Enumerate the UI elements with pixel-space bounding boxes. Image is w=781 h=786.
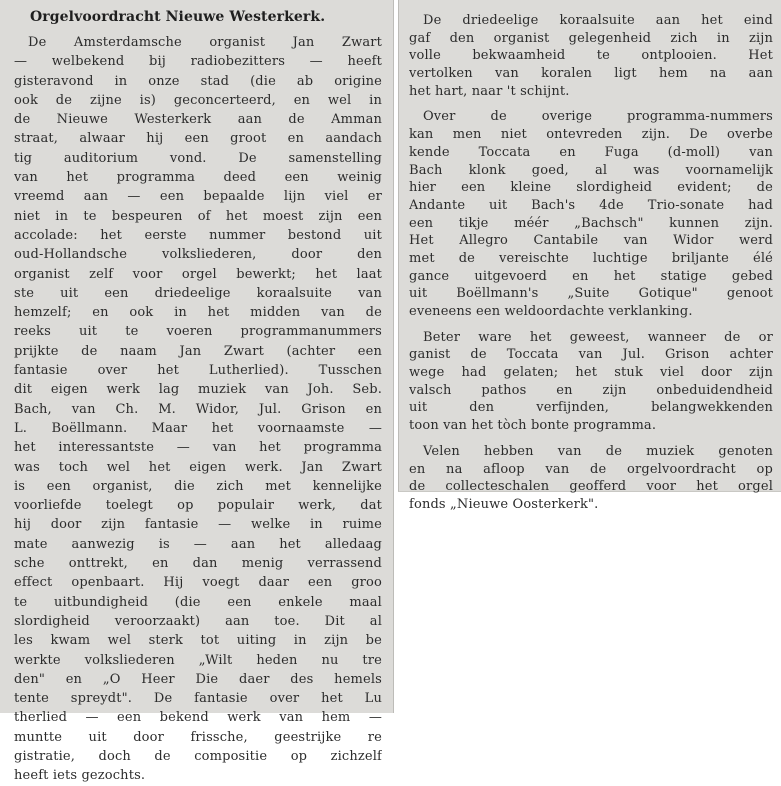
newspaper-clipping-right: [398, 0, 781, 512]
text-line: heeft iets gezochts.: [14, 768, 146, 784]
text-line: een tikje méér „Bachsch" kunnen zijn.: [409, 215, 773, 231]
text-line: uit den verfijnden, belangwekkenden: [409, 400, 773, 416]
text-line: gance uitgevoerd en het statige gebed: [409, 268, 773, 284]
text-line: uit Boëllmann's „Suite Gotique" genoot: [409, 286, 773, 302]
text-line: mate aanwezig is — aan het alledaag: [14, 536, 382, 552]
text-line: was toch wel het eigen werk. Jan Zwart: [14, 459, 382, 475]
text-line: Bach, van Ch. M. Widor, Jul. Grison en: [14, 401, 382, 417]
text-line: effect openbaart. Hij voegt daar een groo: [14, 575, 382, 591]
text-line: organist zelf voor orgel bewerkt; het laat: [14, 266, 382, 282]
text-line: gaf den organist gelegenheid zich in zijn: [409, 30, 773, 46]
text-line: reeks uit te voeren programmanummers: [14, 324, 382, 340]
text-line: L. Boëllmann. Maar het voornaamste —: [14, 420, 382, 436]
text-line: Andante uit Bach's 4de Trio-sonate had: [409, 197, 773, 213]
text-line: oud-Hollandsche volksliederen, door den: [14, 247, 382, 263]
text-line: te uitbundigheid (die een enkele maal: [14, 594, 382, 610]
paragraph-gap: [409, 435, 773, 443]
text-line: De driedeelige koraalsuite aan het eind: [423, 13, 773, 28]
text-line: vreemd aan — een bepaalde lijn viel er: [14, 189, 382, 205]
text-line: wege had gelaten; het stuk viel door zijn: [409, 365, 773, 381]
text-line: ook de zijne is) geconcerteerd, en wel in: [14, 92, 382, 108]
text-line: Het Allegro Cantabile van Widor werd: [409, 233, 773, 249]
text-line: sche onttrekt, en dan menig verrassend: [14, 556, 382, 572]
text-line: ste uit een driedeelige koraalsuite van: [14, 285, 382, 301]
paragraph-gap: [409, 100, 773, 108]
text-line: prijkte de naam Jan Zwart (achter een: [14, 343, 382, 359]
text-line: gistratie, doch de compositie op zichzelf: [14, 748, 382, 764]
text-line: niet in te bespeuren of het moest zijn een: [14, 208, 382, 224]
text-line: Velen hebben van de muziek genoten: [423, 443, 773, 459]
text-line: van het programma deed een weinig: [14, 170, 382, 186]
text-line: kan men niet ontevreden zijn. De overbe: [409, 127, 773, 143]
text-line: voorliefde toelegt op populair werk, dat: [14, 498, 382, 514]
text-line: straat, alwaar hij een groot en aandach: [14, 131, 382, 147]
article-headline: Orgelvoordracht Nieuwe Westerkerk.: [30, 9, 326, 25]
right-column-text: [409, 12, 773, 514]
text-line: het hart, naar 't schijnt.: [409, 83, 570, 99]
text-line: met de vereischte luchtige briljante élé: [409, 250, 773, 266]
text-line: slordigheid veroorzaakt) aan toe. Dit al: [14, 613, 382, 629]
text-line: de Nieuwe Westerkerk aan de Amman: [14, 112, 382, 128]
text-line: werkte volksliederen „Wilt heden nu tre: [14, 652, 382, 668]
text-line: hij door zijn fantasie — welke in ruime: [14, 517, 382, 533]
paragraph-gap: [409, 321, 773, 329]
text-line: gisteravond in onze stad (die ab origine: [14, 73, 382, 89]
text-line: is een organist, die zich met kennelijke: [14, 478, 382, 494]
text-line: therlied — een bekend werk van hem —: [14, 710, 382, 726]
text-line: kende Toccata en Fuga (d-moll) van: [409, 144, 773, 160]
text-line: vertolken van koralen ligt hem na aan: [409, 66, 773, 82]
text-line: hemzelf; en ook in het midden van de: [14, 305, 382, 321]
text-line: de collecteschalen geofferd voor het orgel: [409, 479, 773, 495]
text-line: fantasie over het Lutherlied). Tusschen: [14, 363, 382, 379]
text-line: het interessantste — van het programma: [14, 440, 382, 456]
text-line: fonds „Nieuwe Oosterkerk".: [409, 496, 599, 512]
text-line: hier een kleine slordigheid evident; de: [409, 180, 773, 196]
text-line: dit eigen werk lag muziek van Joh. Seb.: [14, 382, 382, 398]
text-line: muntte uit door frissche, geestrijke re: [14, 729, 382, 745]
text-line: Beter ware het geweest, wanneer de or: [423, 329, 773, 345]
text-line: volle bekwaamheid te ontplooien. Het: [409, 48, 773, 64]
text-line: toon van het tòch bonte programma.: [409, 418, 657, 434]
text-line: tig auditorium vond. De samenstelling: [14, 150, 382, 166]
text-line: den" en „O Heer Die daer des hemels: [14, 671, 382, 687]
text-line: Over de overige programma-nummers: [423, 109, 773, 125]
text-line: accolade: het eerste nummer bestond uit: [14, 227, 382, 243]
text-line: en na afloop van de orgelvoordracht op: [409, 461, 773, 477]
text-line: De Amsterdamsche organist Jan Zwart: [28, 35, 382, 50]
left-column-text: [14, 33, 382, 786]
text-line: ganist de Toccata van Jul. Grison achter: [409, 347, 773, 363]
text-line: — welbekend bij radiobezitters — heeft: [14, 54, 382, 70]
text-line: Bach klonk goed, al was voornamelijk: [409, 162, 773, 178]
text-line: valsch pathos en zijn onbeduidendheid: [409, 382, 773, 398]
text-line: eveneens een weldoordachte verklanking.: [409, 304, 693, 319]
text-line: les kwam wel sterk tot uiting in zijn be: [14, 633, 382, 649]
text-line: tente spreydt". De fantasie over het Lu: [14, 691, 382, 707]
